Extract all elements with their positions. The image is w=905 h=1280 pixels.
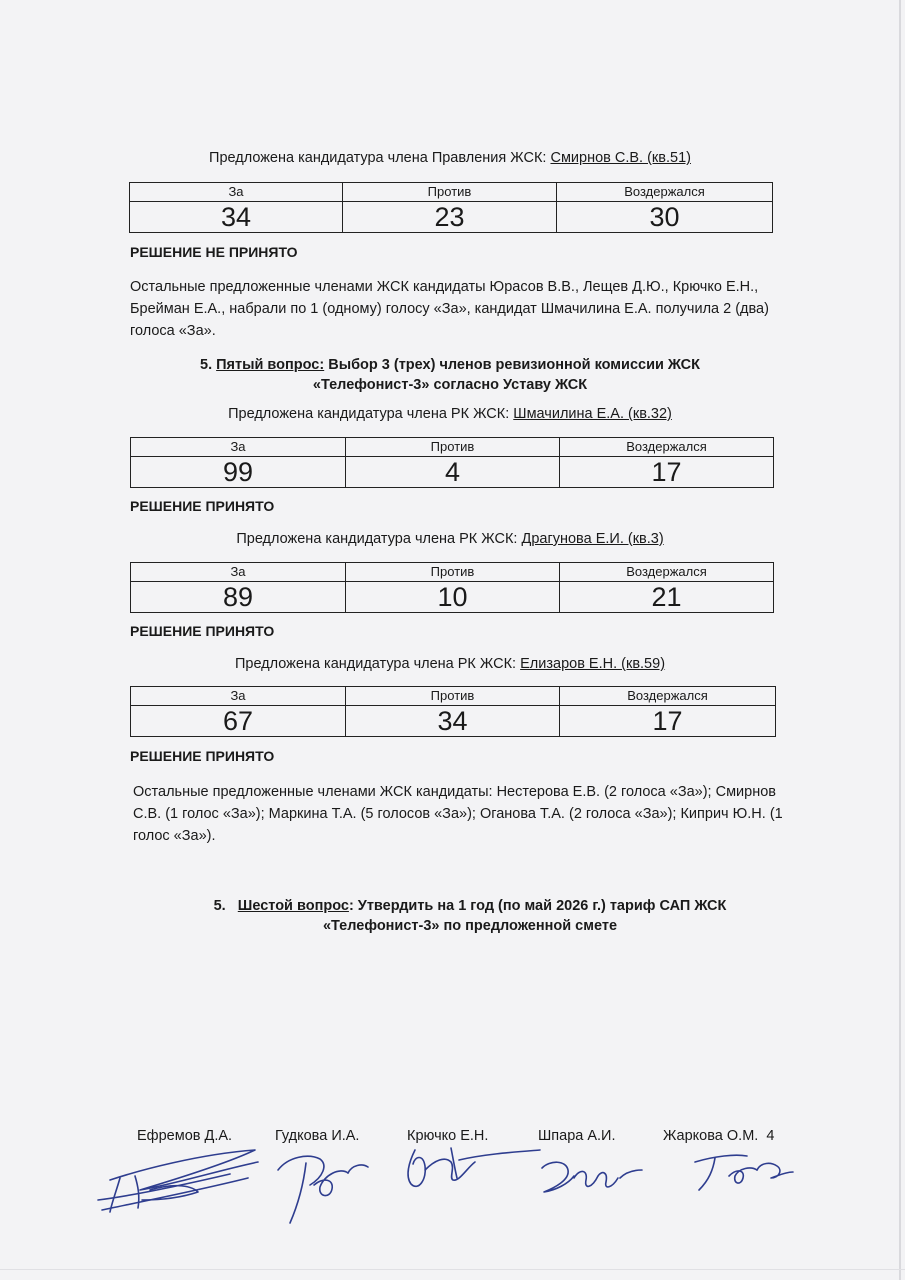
question5-number: 5. — [200, 357, 213, 373]
signer-name — [663, 1128, 774, 1144]
audit-candidate-label: Предложена кандидатура члена РК ЖСК: — [228, 406, 510, 422]
value-protiv: 23 — [343, 202, 557, 233]
header-vozderzhalsya: Воздержался — [560, 563, 774, 582]
signature-zharkova — [685, 1148, 795, 1203]
signature-shpara — [530, 1148, 650, 1208]
audit-decision: РЕШЕНИЕ ПРИНЯТО — [130, 623, 275, 639]
audit-vote-table — [130, 437, 774, 488]
value-vozderzhalsya: 30 — [557, 202, 773, 233]
question6-text: : Утвердить на 1 год (по май 2026 г.) тариф САП ЖСК «Телефонист-3» по предложенной смете — [322, 898, 727, 934]
value-za: 89 — [131, 582, 346, 613]
header-za: За — [130, 183, 343, 202]
audit-decision: РЕШЕНИЕ ПРИНЯТО — [130, 498, 275, 514]
header-protiv: Против — [346, 687, 560, 706]
audit-candidate-name: Драгунова Е.И. (кв.3) — [521, 531, 664, 547]
header-protiv: Против — [343, 183, 557, 202]
value-za: 34 — [130, 202, 343, 233]
signer-name: Шпара А.И. — [538, 1128, 616, 1144]
header-za: За — [131, 687, 346, 706]
audit-candidate-name: Елизаров Е.Н. (кв.59) — [520, 656, 666, 672]
header-protiv: Против — [346, 563, 560, 582]
question5-title — [150, 355, 750, 395]
question6-number: 5. — [213, 898, 226, 914]
header-protiv: Против — [346, 438, 560, 457]
value-vozderzhalsya: 17 — [560, 457, 774, 488]
signer-name: Крючко Е.Н. — [407, 1128, 489, 1144]
scan-bottom-edge — [0, 1269, 905, 1270]
header-za: За — [131, 563, 346, 582]
audit-vote-table — [130, 686, 776, 737]
value-protiv: 4 — [346, 457, 560, 488]
signer-name: Гудкова И.А. — [275, 1128, 360, 1144]
question5-label: Пятый вопрос: — [216, 357, 325, 373]
header-vozderzhalsya: Воздержался — [557, 183, 773, 202]
signature-gudkova — [268, 1145, 388, 1230]
value-za: 99 — [131, 457, 346, 488]
scan-edge — [899, 0, 901, 1280]
audit-candidate-line — [130, 531, 770, 547]
board-decision: РЕШЕНИЕ НЕ ПРИНЯТО — [130, 244, 298, 260]
audit-candidate-line — [130, 656, 770, 672]
header-vozderzhalsya: Воздержался — [560, 438, 774, 457]
audit-candidate-name: Шмачилина Е.А. (кв.32) — [513, 406, 672, 422]
question5-text: Выбор 3 (трех) членов ревизионной комиссии ЖСК «Телефонист-3» согласно Уставу ЖСК — [312, 357, 700, 393]
signature-efremov — [80, 1140, 270, 1225]
question6-title — [175, 896, 765, 936]
header-vozderzhalsya: Воздержался — [560, 687, 776, 706]
board-others-paragraph: Остальные предложенные членами ЖСК кандидаты Юрасов В.В., Лещев Д.Ю., Крючко Е.Н., Брейман Е.А., набрали по 1 (одному) голосу «За», кандидат Шмачилина Е.А. получила 2 (два) голоса «За». — [130, 279, 769, 339]
audit-decision: РЕШЕНИЕ ПРИНЯТО — [130, 748, 275, 764]
signature-kryuchko — [395, 1138, 545, 1198]
page-number: 4 — [766, 1128, 775, 1144]
signer-name: Ефремов Д.А. — [137, 1128, 233, 1144]
audit-others-paragraph: Остальные предложенные членами ЖСК кандидаты: Нестерова Е.В. (2 голоса «За»); Смирнов С.В. (1 голос «За»); Маркина Т.А. (5 голосов «За»); Оганова Т.А. (2 голоса «За»); Киприч Ю.Н. (1 голос «За»). — [133, 784, 783, 844]
value-vozderzhalsya: 17 — [560, 706, 776, 737]
audit-candidate-label: Предложена кандидатура члена РК ЖСК: — [234, 656, 517, 672]
question6-label: Шестой вопрос — [237, 898, 349, 914]
header-za: За — [131, 438, 346, 457]
board-vote-table — [129, 182, 773, 233]
value-protiv: 34 — [346, 706, 560, 737]
value-za: 67 — [131, 706, 346, 737]
audit-vote-table — [130, 562, 774, 613]
audit-candidate-line — [130, 406, 770, 422]
value-vozderzhalsya: 21 — [560, 582, 774, 613]
board-candidate-line — [130, 150, 770, 166]
value-protiv: 10 — [346, 582, 560, 613]
board-candidate-name: Смирнов С.В. (кв.51) — [550, 150, 691, 166]
audit-candidate-label: Предложена кандидатура члена РК ЖСК: — [236, 531, 518, 547]
board-candidate-label: Предложена кандидатура члена Правления ЖСК: — [209, 150, 547, 166]
signer-name-text: Жаркова О.М. — [663, 1128, 759, 1144]
